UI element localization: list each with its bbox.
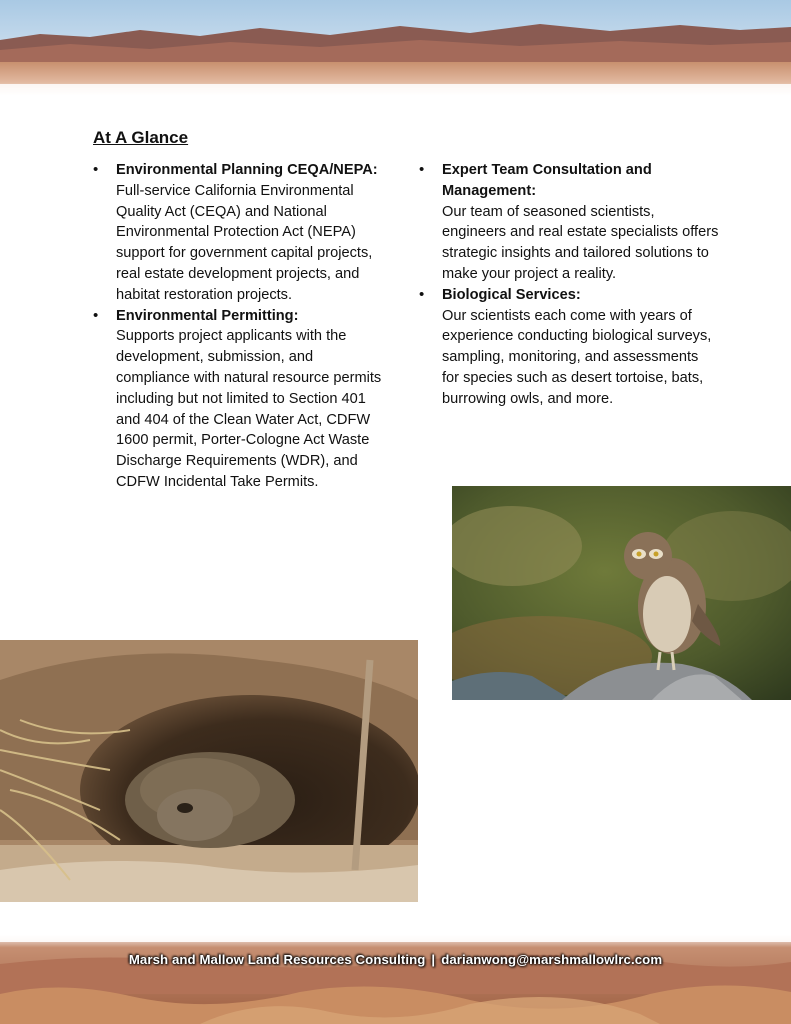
right-column bbox=[419, 160, 719, 410]
service-description: Supports project applicants with the development, submission, and compliance with natural resource permits including but not limited to Section 401 and 404 of the Clean Water Act, CDFW 1600 permit, Porter-Cologne Act Waste Discharge Requirements (WDR), and CDFW Incidental Take Permits. bbox=[116, 328, 382, 490]
service-description: Our scientists each come with years of experience conducting biological surveys, sampling, monitoring, and assessments for species such as desert tortoise, bats, burrowing owls, and more. bbox=[442, 307, 712, 407]
contact-email[interactable]: darianwong@marshmallowlrc.com bbox=[441, 952, 663, 967]
desert-tortoise-photo bbox=[0, 640, 418, 902]
tortoise-image bbox=[0, 640, 418, 902]
service-list-right bbox=[419, 160, 719, 410]
service-title: • Environmental Permitting: bbox=[116, 307, 299, 324]
list-item bbox=[419, 285, 719, 410]
left-column bbox=[93, 160, 383, 493]
service-title: • Environmental Planning CEQA/NEPA: bbox=[116, 162, 378, 178]
footer-separator: | bbox=[431, 952, 436, 967]
service-description: Full-service California Environmental Quality Act (CEQA) and National Environmental Protection Act (NEPA) support for government capital projects, real estate development projects, and habitat restoration projects. bbox=[116, 182, 373, 303]
list-item bbox=[93, 306, 383, 493]
desert-valley-image bbox=[0, 934, 791, 1024]
footer-contact bbox=[0, 952, 791, 967]
service-title: • Expert Team Consultation and Management: bbox=[442, 162, 652, 199]
burrowing-owl-photo bbox=[452, 486, 791, 700]
owl-image bbox=[452, 486, 791, 700]
list-item bbox=[93, 160, 383, 306]
bottom-banner-image bbox=[0, 934, 791, 1024]
desert-mountains-image bbox=[0, 0, 791, 96]
service-description: Our team of seasoned scientists, engineers and real estate specialists offers strategic insights and tailored solutions to make your project a reality. bbox=[442, 203, 719, 282]
service-title: • Biological Services: bbox=[442, 286, 581, 303]
section-heading: At A Glance bbox=[93, 128, 189, 147]
list-item bbox=[419, 160, 719, 285]
service-list-left bbox=[93, 160, 383, 493]
top-banner-image bbox=[0, 0, 791, 96]
company-name: Marsh and Mallow Land Resources Consulting bbox=[128, 952, 426, 967]
